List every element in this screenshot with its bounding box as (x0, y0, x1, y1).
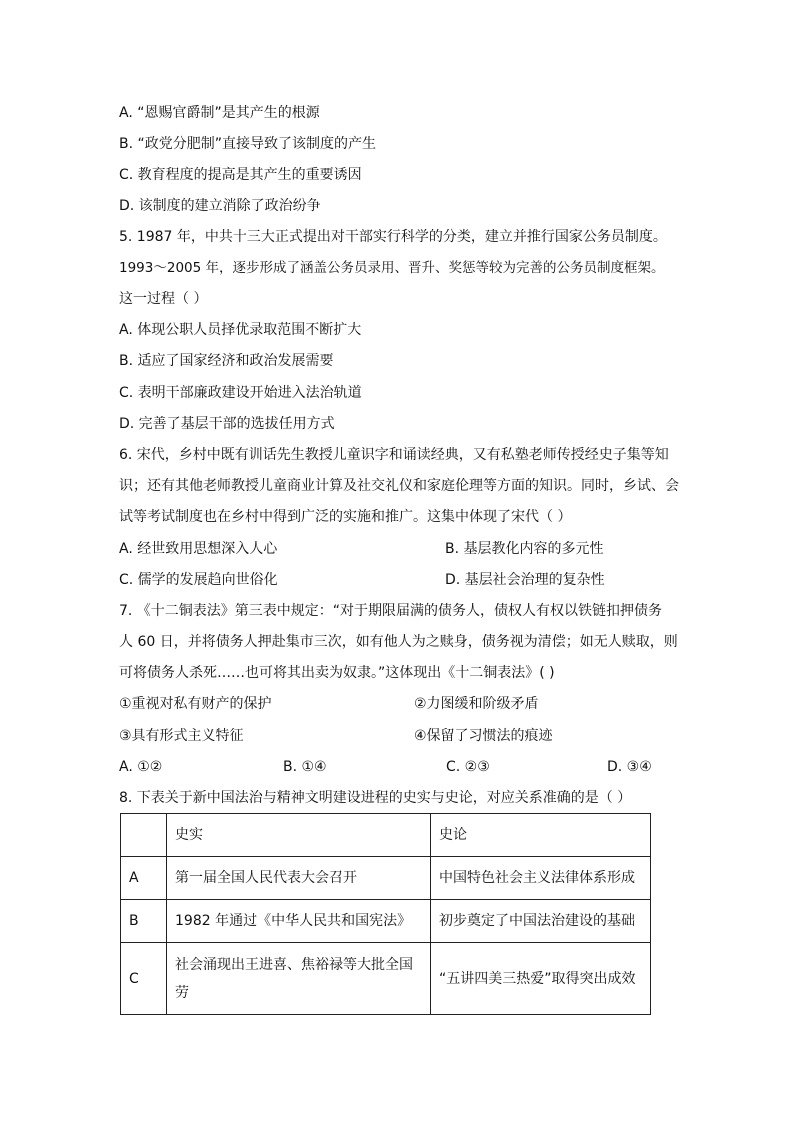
row-fact-c (167, 943, 431, 1015)
q6-option-c: C. 儒学的发展趋向世俗化 (119, 572, 278, 588)
q6-stem-line-1: 6. 宋代，乡村中既有训话先生教授儿童识字和诵读经典，又有私塾老师传授经史子集等知 (119, 447, 669, 463)
q6-option-b: B. 基层教化内容的多元性 (445, 541, 604, 557)
q7-item-1: ①重视对私有财产的保护 (119, 696, 272, 712)
row-label-b: B (121, 900, 167, 943)
q6-option-d: D. 基层社会治理的复杂性 (445, 572, 605, 588)
q5-stem-line-1: 5. 1987 年，中共十三大正式提出对干部实行科学的分类，建立并推行国家公务员制度。 (119, 229, 667, 245)
q7-option-b: B. ①④ (283, 759, 327, 775)
q4-option-b: B. “政党分肥制”直接导致了该制度的产生 (119, 136, 377, 152)
q7-option-c: C. ②③ (446, 759, 490, 775)
q5-stem-line-2: 1993～2005 年，逐步形成了涵盖公务员录用、晋升、奖惩等较为完善的公务员制度框架。 (119, 260, 665, 276)
header-cell-blank (121, 814, 167, 857)
header-cell-fact: 史实 (167, 814, 431, 857)
q6-stem-line-2: 识；还有其他老师教授儿童商业计算及社交礼仪和家庭伦理等方面的知识。同时，乡试、会 (119, 478, 679, 494)
q7-stem-line-1: 7. 《十二铜表法》第三表中规定：“对于期限届满的债务人，债权人有权以铁链扣押债务 (119, 603, 663, 619)
row-label-c: C (121, 943, 167, 1015)
row-comment-b: 初步奠定了中国法治建设的基础 (431, 900, 651, 943)
table-row (121, 900, 651, 943)
table-row (121, 857, 651, 900)
row-comment-c: “五讲四美三热爱”取得突出成效 (431, 943, 651, 1015)
table-header-row (121, 814, 651, 857)
row-fact-c-line-2: 劳 (175, 984, 189, 1001)
q4-option-c: C. 教育程度的提高是其产生的重要诱因 (119, 167, 362, 183)
q7-item-4: ④保留了习惯法的痕迹 (414, 728, 553, 744)
row-fact-b: 1982 年通过《中华人民共和国宪法》 (167, 900, 431, 943)
row-fact-a: 第一届全国人民代表大会召开 (167, 857, 431, 900)
q4-option-d: D. 该制度的建立消除了政治纷争 (119, 198, 321, 214)
q7-stem-line-2: 人 60 日，并将债务人押赴集市三次，如有他人为之赎身，债务视为清偿；如无人赎取，则 (119, 634, 678, 650)
q8-table (120, 813, 651, 1015)
q5-option-d: D. 完善了基层干部的选拔任用方式 (119, 416, 335, 432)
q6-stem-line-3: 试等考试制度也在乡村中得到广泛的实施和推广。这集中体现了宋代（ ） (119, 509, 572, 525)
q5-stem-line-3: 这一过程（ ） (119, 291, 208, 307)
row-comment-a: 中国特色社会主义法律体系形成 (431, 857, 651, 900)
header-cell-comment: 史论 (431, 814, 651, 857)
q5-option-b: B. 适应了国家经济和政治发展需要 (119, 353, 334, 369)
row-label-a: A (121, 857, 167, 900)
q7-option-a: A. ①② (119, 759, 163, 775)
q6-option-a: A. 经世致用思想深入人心 (119, 541, 278, 557)
table-row (121, 943, 651, 1015)
q7-item-2: ②力图缓和阶级矛盾 (414, 696, 539, 712)
q5-option-a: A. 体现公职人员择优录取范围不断扩大 (119, 322, 362, 338)
q8-stem: 8. 下表关于新中国法治与精神文明建设进程的史实与史论，对应关系准确的是（ ） (119, 790, 632, 806)
q7-option-d: D. ③④ (607, 759, 652, 775)
q7-item-3: ③具有形式主义特征 (119, 728, 244, 744)
q5-option-c: C. 表明干部廉政建设开始进入法治轨道 (119, 385, 362, 401)
q7-stem-line-3: 可将债务人杀死……也可将其出卖为奴隶。”这体现出《十二铜表法》( ) (119, 665, 555, 681)
q4-option-a: A. “恩赐官爵制”是其产生的根源 (119, 105, 320, 121)
row-fact-c-line-1: 社会涌现出王进喜、焦裕禄等大批全国 (175, 956, 413, 973)
